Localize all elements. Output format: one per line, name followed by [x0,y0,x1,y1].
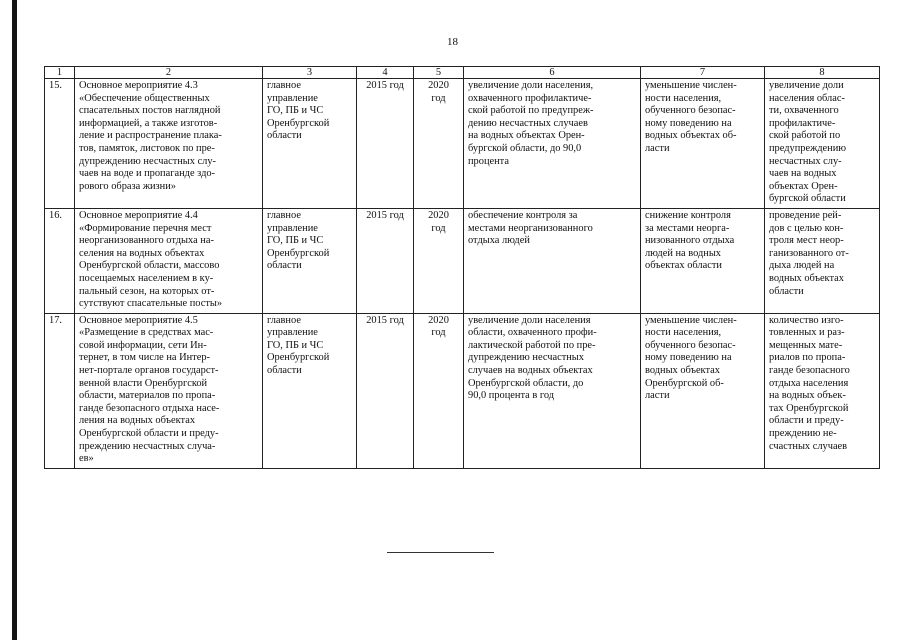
cell-line: «Размещение в средствах мас- [79,327,214,339]
cell-line: «Формирование перечня мест [79,222,212,234]
cell-line: объектах области [645,260,722,272]
end-year-cell [414,79,464,209]
cell-line: предупреждению [769,142,847,154]
cell-line: ГО, ПБ и ЧС [267,105,324,117]
col-number-5: 5 [414,67,464,79]
table-row [45,208,880,313]
cell-line: ев» [79,453,94,465]
cell-line: риалов по пропа- [769,352,846,364]
cell-line: ганизованного от- [769,247,849,259]
cell-line: 2020 [428,209,449,221]
cell-line: дупреждению несчастных [468,352,584,364]
cell-line: увеличение доли [769,80,844,91]
consequence-cell [641,79,765,209]
measures-table [44,66,880,469]
cell-line: ГО, ПБ и ЧС [267,339,324,351]
cell-line: ской работой по [769,130,841,142]
indicator-link-cell [765,313,880,468]
cell-line: Основное мероприятие 4.4 [79,209,198,221]
cell-line: процента [468,155,509,167]
end-year-cell [414,208,464,313]
cell-line: информацией, а также изготов- [79,117,218,129]
cell-line: ГО, ПБ и ЧС [267,235,324,247]
cell-line: на водных объектах Орен- [468,130,585,142]
cell-line: преждению не- [769,428,837,440]
cell-line: управление [267,222,318,234]
cell-line: дению несчастных случаев [468,117,588,129]
executor-cell [263,313,357,468]
cell-line: увеличение доли населения, [468,80,594,91]
row-number-cell: 15. [45,79,75,209]
cell-line: троля мест неор- [769,235,844,247]
footer-rule [387,552,494,553]
cell-line: год [431,327,446,339]
executor-cell [263,208,357,313]
cell-line: уменьшение числен- [645,80,737,91]
cell-line: увеличение доли населения [468,314,591,326]
col-number-8: 8 [765,67,880,79]
cell-line: посещаемых населением в ку- [79,272,214,284]
start-year-cell: 2015 год [357,79,414,209]
cell-line: товленных и раз- [769,327,845,339]
cell-line: области [769,285,804,297]
consequence-cell [641,313,765,468]
cell-line: год [431,222,446,234]
cell-line: водных объектах [769,272,844,284]
cell-line: ления на водных объектах [79,415,196,427]
cell-line: количество изго- [769,314,844,326]
consequence-cell [641,208,765,313]
cell-line: области [267,365,302,377]
column-number-row [45,67,880,79]
cell-line: Оренбургской об- [645,377,724,389]
cell-line: ской работой по предупреж- [468,105,594,117]
cell-line: управление [267,327,318,339]
indicator-link-cell [765,208,880,313]
cell-line: снижение контроля [645,209,731,221]
page-number: 18 [447,36,458,48]
cell-line: профилактиче- [769,117,836,129]
table-row [45,79,880,209]
cell-line: Основное мероприятие 4.5 [79,314,198,326]
col-number-3: 3 [263,67,357,79]
cell-line: бургской области [769,193,846,205]
cell-line: охваченного профилактиче- [468,92,592,104]
cell-line: пальный сезон, на которых от- [79,285,215,297]
cell-line: 90,0 процента в год [468,390,555,402]
cell-line: 2020 [428,314,449,326]
row-number-cell: 17. [45,313,75,468]
cell-line: ление и распространение плака- [79,130,222,142]
cell-line: ти, охваченного [769,105,839,117]
cell-line: ности населения, [645,327,722,339]
cell-line: преждению несчастных случа- [79,440,216,452]
cell-line: области [267,130,302,142]
cell-line: лактической работой по пре- [468,339,596,351]
event-cell [75,313,263,468]
table-row [45,313,880,468]
cell-line: мещенных мате- [769,339,843,351]
cell-line: управление [267,92,318,104]
cell-line: Основное мероприятие 4.3 [79,80,198,91]
cell-line: счастных случаев [769,440,848,452]
cell-line: уменьшение числен- [645,314,737,326]
cell-line: дов с целью кон- [769,222,844,234]
cell-line: чаев на водных [769,168,837,180]
cell-line: области и преду- [769,415,844,427]
cell-line: низованного отдыха [645,235,735,247]
cell-line: несчастных слу- [769,155,842,167]
cell-line: тах Оренбургской [769,402,849,414]
cell-line: дыха людей на [769,260,835,272]
cell-line: ганде безопасного [769,365,850,377]
cell-line: дупреждению несчастных слу- [79,155,217,167]
cell-line: объектах Орен- [769,180,838,192]
cell-line: проведение рей- [769,209,842,221]
col-number-6: 6 [464,67,641,79]
event-cell [75,79,263,209]
cell-line: отдыха людей [468,235,530,247]
cell-line: Оренбургской области, массово [79,260,220,272]
cell-line: отдыха населения [769,377,849,389]
cell-line: Оренбургской [267,247,330,259]
executor-cell [263,79,357,209]
cell-line: ному поведению на [645,117,732,129]
cell-line: обученного безопас- [645,339,736,351]
scan-edge-bar [12,0,17,640]
cell-line: бургской области, до 90,0 [468,142,582,154]
event-cell [75,208,263,313]
cell-line: совой информации, сети Ин- [79,339,207,351]
cell-line: главное [267,209,301,221]
cell-line: главное [267,80,301,91]
cell-line: чаев на воде и пропаганде здо- [79,168,216,180]
end-year-cell [414,313,464,468]
start-year-cell: 2015 год [357,313,414,468]
cell-line: нет-портале органов государст- [79,365,219,377]
cell-line: области, материалов по пропа- [79,390,216,402]
cell-line: области, охваченного профи- [468,327,597,339]
start-year-cell: 2015 год [357,208,414,313]
cell-line: ласти [645,390,670,402]
cell-line: населения облас- [769,92,845,104]
cell-line: Оренбургской [267,352,330,364]
cell-line: местами неорганизованного [468,222,593,234]
cell-line: неорганизованного отдыха на- [79,235,214,247]
cell-line: водных объектах об- [645,130,737,142]
expected-result-cell [464,313,641,468]
cell-line: Оренбургской [267,117,330,129]
cell-line: спасательных постов наглядной [79,105,221,117]
cell-line: Оренбургской области и преду- [79,428,219,440]
col-number-7: 7 [641,67,765,79]
cell-line: «Обеспечение общественных [79,92,210,104]
cell-line: рового образа жизни» [79,180,176,192]
cell-line: обеспечение контроля за [468,209,578,221]
cell-line: 2020 [428,80,449,91]
cell-line: сутствуют спасательные посты» [79,298,223,310]
col-number-4: 4 [357,67,414,79]
indicator-link-cell [765,79,880,209]
cell-line: год [431,92,446,104]
row-number-cell: 16. [45,208,75,313]
col-number-2: 2 [75,67,263,79]
cell-line: Оренбургской области, до [468,377,584,389]
cell-line: случаев на водных объектах [468,365,593,377]
cell-line: за местами неорга- [645,222,730,234]
cell-line: ности населения, [645,92,722,104]
cell-line: на водных объек- [769,390,846,402]
cell-line: водных объектах [645,365,720,377]
cell-line: главное [267,314,301,326]
cell-line: ласти [645,142,670,154]
col-number-1: 1 [45,67,75,79]
cell-line: области [267,260,302,272]
cell-line: тернет, в том числе на Интер- [79,352,210,364]
expected-result-cell [464,79,641,209]
cell-line: венной власти Оренбургской [79,377,208,389]
cell-line: ному поведению на [645,352,732,364]
cell-line: ганде безопасного отдыха насе- [79,402,220,414]
cell-line: обученного безопас- [645,105,736,117]
cell-line: селения на водных объектах [79,247,205,259]
cell-line: тов, памяток, листовок по пре- [79,142,215,154]
cell-line: людей на водных [645,247,722,259]
expected-result-cell [464,208,641,313]
